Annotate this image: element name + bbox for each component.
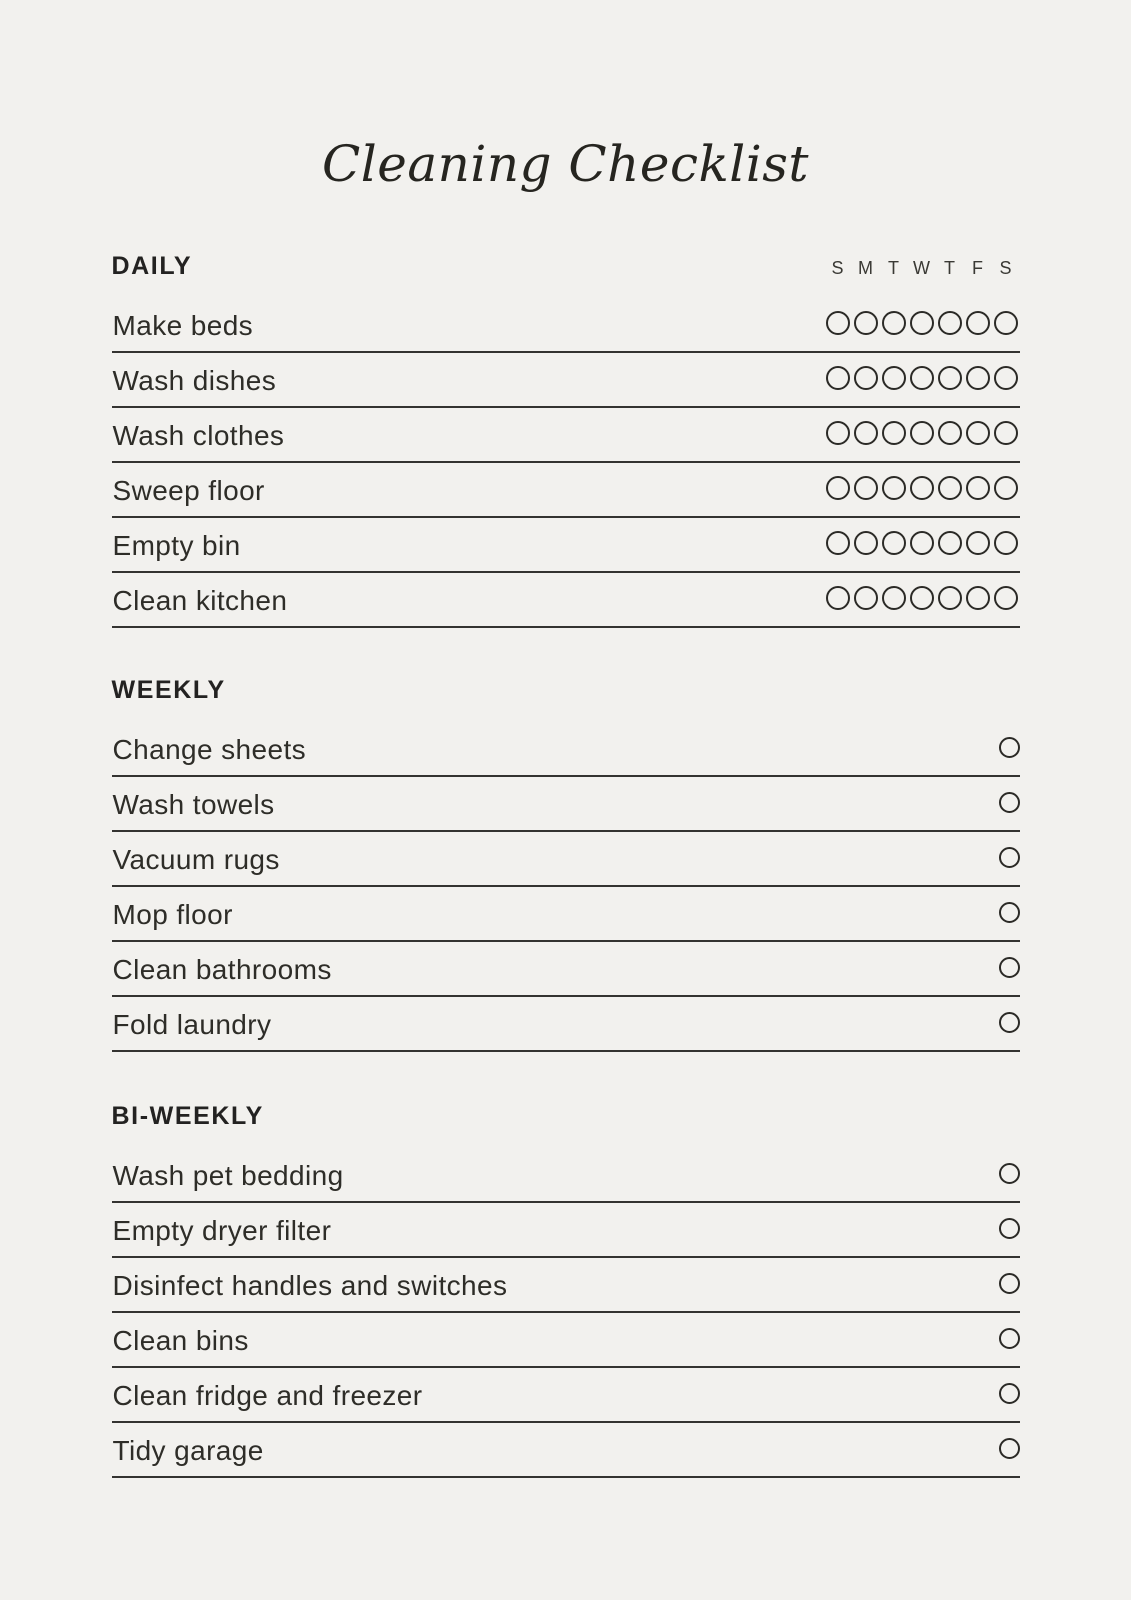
task-label: Wash towels	[112, 789, 275, 820]
task-label: Tidy garage	[112, 1435, 264, 1466]
task-row	[112, 1148, 1020, 1203]
section-daily-rows	[112, 298, 1020, 628]
day-letter: S	[999, 258, 1012, 278]
day-letter: F	[972, 258, 983, 278]
task-row	[112, 463, 1020, 518]
day-checkbox[interactable]	[994, 311, 1018, 335]
day-checkbox-group	[824, 421, 1020, 445]
section-daily-header	[112, 252, 1020, 282]
day-checkbox[interactable]	[938, 476, 962, 500]
task-label: Wash pet bedding	[112, 1160, 344, 1191]
task-row	[112, 942, 1020, 997]
day-checkbox[interactable]	[826, 531, 850, 555]
task-row	[112, 832, 1020, 887]
day-checkbox[interactable]	[910, 476, 934, 500]
day-checkbox[interactable]	[882, 586, 906, 610]
task-row	[112, 518, 1020, 573]
day-header	[824, 258, 1020, 279]
day-letter: S	[831, 258, 844, 278]
day-checkbox[interactable]	[854, 421, 878, 445]
day-checkbox[interactable]	[994, 586, 1018, 610]
task-row	[112, 722, 1020, 777]
day-checkbox[interactable]	[854, 476, 878, 500]
day-checkbox[interactable]	[854, 586, 878, 610]
task-checkbox[interactable]	[999, 1163, 1020, 1184]
task-label: Wash clothes	[112, 420, 285, 451]
section-biweekly-rows	[112, 1148, 1020, 1478]
day-checkbox[interactable]	[882, 476, 906, 500]
checklist-page	[112, 0, 1020, 1478]
day-checkbox[interactable]	[994, 531, 1018, 555]
task-row	[112, 997, 1020, 1052]
task-checkbox[interactable]	[999, 1438, 1020, 1459]
section-title: WEEKLY	[111, 676, 226, 704]
day-checkbox[interactable]	[938, 311, 962, 335]
day-checkbox[interactable]	[854, 311, 878, 335]
task-label: Clean fridge and freezer	[112, 1380, 423, 1411]
day-checkbox[interactable]	[994, 366, 1018, 390]
task-checkbox[interactable]	[999, 957, 1020, 978]
day-checkbox[interactable]	[910, 366, 934, 390]
section-daily	[112, 252, 1020, 628]
day-checkbox[interactable]	[966, 476, 990, 500]
day-checkbox[interactable]	[966, 531, 990, 555]
day-checkbox[interactable]	[910, 311, 934, 335]
task-row	[112, 777, 1020, 832]
day-checkbox[interactable]	[882, 311, 906, 335]
task-label: Clean bathrooms	[112, 954, 332, 985]
task-label: Clean bins	[112, 1325, 249, 1356]
day-checkbox[interactable]	[826, 421, 850, 445]
task-row	[112, 573, 1020, 628]
task-label: Empty bin	[112, 530, 241, 561]
task-row	[112, 1313, 1020, 1368]
day-checkbox[interactable]	[994, 421, 1018, 445]
day-checkbox[interactable]	[966, 421, 990, 445]
section-weekly	[112, 676, 1020, 1052]
task-checkbox[interactable]	[999, 737, 1020, 758]
task-row	[112, 1203, 1020, 1258]
day-checkbox[interactable]	[826, 311, 850, 335]
task-label: Vacuum rugs	[112, 844, 280, 875]
section-biweekly-header	[112, 1102, 1020, 1132]
day-checkbox[interactable]	[938, 586, 962, 610]
day-checkbox-group	[824, 366, 1020, 390]
day-checkbox[interactable]	[826, 366, 850, 390]
day-checkbox[interactable]	[910, 531, 934, 555]
section-weekly-header	[112, 676, 1020, 706]
task-label: Clean kitchen	[112, 585, 288, 616]
task-label: Sweep floor	[112, 475, 265, 506]
day-letter: M	[858, 258, 873, 278]
day-checkbox-group	[824, 476, 1020, 500]
task-row	[112, 1423, 1020, 1478]
day-letter: T	[944, 258, 955, 278]
section-biweekly	[112, 1102, 1020, 1478]
task-checkbox[interactable]	[999, 1383, 1020, 1404]
day-letter: W	[913, 258, 930, 278]
day-checkbox[interactable]	[938, 366, 962, 390]
day-letter: T	[888, 258, 899, 278]
task-row	[112, 1368, 1020, 1423]
task-checkbox[interactable]	[999, 1012, 1020, 1033]
day-checkbox[interactable]	[910, 586, 934, 610]
task-row	[112, 298, 1020, 353]
task-row	[112, 408, 1020, 463]
task-row	[112, 1258, 1020, 1313]
day-checkbox[interactable]	[854, 531, 878, 555]
day-checkbox[interactable]	[826, 586, 850, 610]
section-title: BI-WEEKLY	[111, 1102, 264, 1130]
day-checkbox[interactable]	[966, 366, 990, 390]
task-label: Change sheets	[112, 734, 307, 765]
task-checkbox[interactable]	[999, 902, 1020, 923]
task-row	[112, 353, 1020, 408]
task-checkbox[interactable]	[999, 1218, 1020, 1239]
task-checkbox[interactable]	[999, 847, 1020, 868]
day-checkbox-group	[824, 586, 1020, 610]
task-label: Empty dryer filter	[112, 1215, 332, 1246]
task-label: Wash dishes	[112, 365, 277, 396]
day-checkbox[interactable]	[826, 476, 850, 500]
page-title: Cleaning Checklist	[321, 135, 810, 193]
day-checkbox[interactable]	[994, 476, 1018, 500]
day-checkbox[interactable]	[938, 531, 962, 555]
task-checkbox[interactable]	[999, 792, 1020, 813]
day-checkbox-group	[824, 311, 1020, 335]
section-title: DAILY	[111, 252, 193, 280]
day-checkbox[interactable]	[882, 366, 906, 390]
day-checkbox[interactable]	[938, 421, 962, 445]
day-checkbox[interactable]	[966, 311, 990, 335]
task-checkbox[interactable]	[999, 1328, 1020, 1349]
task-label: Mop floor	[112, 899, 233, 930]
task-checkbox[interactable]	[999, 1273, 1020, 1294]
day-checkbox-group	[824, 531, 1020, 555]
task-row	[112, 887, 1020, 942]
section-weekly-rows	[112, 722, 1020, 1052]
task-label: Disinfect handles and switches	[112, 1270, 508, 1301]
day-checkbox[interactable]	[882, 421, 906, 445]
day-checkbox[interactable]	[854, 366, 878, 390]
task-label: Fold laundry	[112, 1009, 272, 1040]
task-label: Make beds	[112, 310, 254, 341]
day-checkbox[interactable]	[910, 421, 934, 445]
day-checkbox[interactable]	[966, 586, 990, 610]
day-checkbox[interactable]	[882, 531, 906, 555]
